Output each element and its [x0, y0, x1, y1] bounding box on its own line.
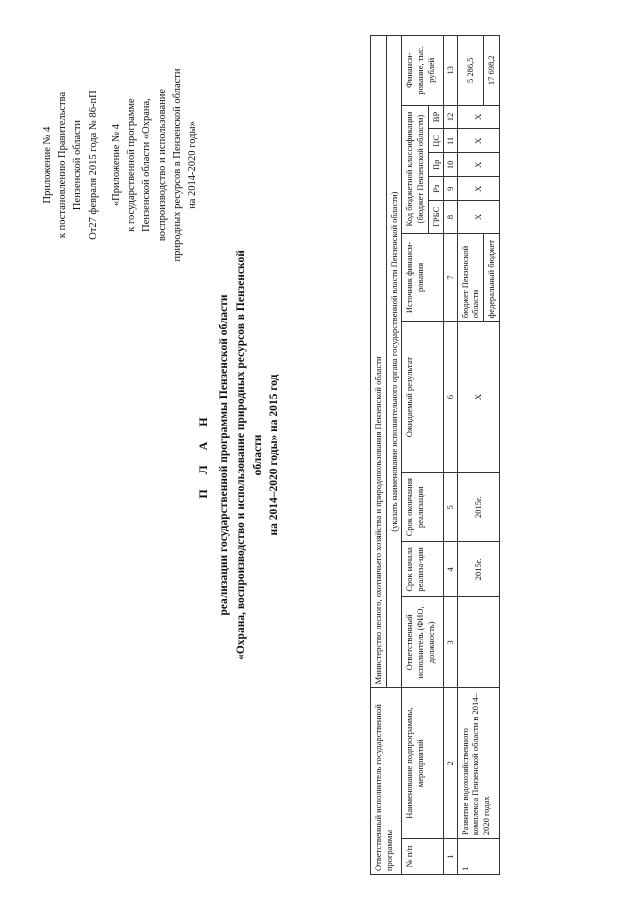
col-header-result: Ожидаемый результат	[402, 322, 444, 473]
header-row	[402, 36, 428, 875]
annex-gap	[101, 20, 109, 310]
executor-row	[371, 36, 402, 875]
column-number: 11	[444, 129, 458, 153]
column-number: 13	[444, 36, 458, 106]
executor-cell	[371, 36, 402, 688]
row-financing-federal: 17 698,2	[484, 36, 500, 106]
annex-line: Пензенской области	[72, 119, 84, 211]
row-source-federal: федеральный бюджет	[484, 233, 500, 322]
annex-line: Приложение № 4	[42, 126, 53, 204]
row-grbs: X	[457, 201, 499, 233]
row-name: Развитие водохозяйственного комплекса Пензенской области в 2014–2020 годах	[457, 688, 499, 839]
annex-line: От27 февраля 2015 года № 86-пП	[87, 90, 99, 240]
col-header-vr: ВР	[428, 105, 444, 129]
col-header-start: Срок начала реализа-ции	[402, 542, 444, 597]
col-header-kbk: Код бюджетной классификации (бюджет Пензенской области)	[402, 105, 428, 233]
column-number-row	[444, 36, 458, 875]
column-number: 5	[444, 472, 458, 541]
row-cs: X	[457, 129, 499, 153]
rotated-page	[20, 20, 620, 885]
col-header-end: Срок окончания реализации	[402, 472, 444, 541]
annex-sub-line: Пензенской области «Охрана,	[141, 98, 153, 232]
column-number: 10	[444, 153, 458, 177]
col-header-cs: ЦС	[428, 129, 444, 153]
annex-sub-line: на 2014-2020 годы»	[186, 121, 198, 209]
col-header-num: № п/п	[402, 839, 444, 875]
column-number: 9	[444, 177, 458, 201]
row-source-regional: бюджет Пензенской области	[457, 233, 483, 322]
title-line: реализации государственной программы Пензенской области	[218, 294, 231, 616]
annex-line: к постановлению Правительства	[57, 91, 69, 239]
table-row	[457, 36, 483, 875]
document-title	[195, 245, 283, 665]
row-pr: X	[457, 153, 499, 177]
column-number: 4	[444, 542, 458, 597]
col-header-name: Наименование подпрограммы, мероприятий	[402, 688, 444, 839]
row-financing-regional: 5 286,5	[457, 36, 483, 106]
col-header-responsible: Ответственный исполнитель (ФИО, должность)	[402, 597, 444, 688]
row-responsible	[457, 597, 499, 688]
col-header-grbs: ГРБС	[428, 201, 444, 233]
column-number: 3	[444, 597, 458, 688]
column-number: 2	[444, 688, 458, 839]
title-line: «Охрана, воспроизводство и использование природных ресурсов в Пензенской области	[235, 250, 264, 660]
executor-hint: (указать наименование исполнительного органа государственной власти Пензенской области)	[388, 191, 399, 532]
column-number: 1	[444, 839, 458, 875]
column-number: 12	[444, 105, 458, 129]
column-number: 8	[444, 201, 458, 233]
row-vr: X	[457, 105, 499, 129]
col-header-financing: Финанси-рование, тыс. рублей	[402, 36, 444, 106]
annex-block	[40, 20, 200, 310]
row-num: 1	[457, 839, 499, 875]
annex-sub-line: к государственной программе	[126, 98, 138, 232]
title-line: на 2014–2020 годы» на 2015 год	[268, 374, 281, 536]
col-header-source: Источник финанси-рования	[402, 233, 444, 322]
row-rz: X	[457, 177, 499, 201]
column-number: 7	[444, 233, 458, 322]
annex-sub-line: природных ресурсов в Пензенской области	[171, 68, 183, 262]
col-header-rz: Рз	[428, 177, 444, 201]
row-result: X	[457, 322, 499, 473]
annex-sub-line: «Приложение № 4	[110, 123, 122, 207]
plan-heading: П Л А Н	[196, 411, 210, 499]
row-start: 2015г.	[457, 542, 499, 597]
executor-label: Ответственный исполнитель государственной программы	[371, 688, 402, 875]
column-number: 6	[444, 322, 458, 473]
col-header-pr: Пр	[428, 153, 444, 177]
executor-value: Министерство лесного, охотничьего хозяйства и природопользования Пензенской области	[371, 36, 387, 687]
row-end: 2015г.	[457, 472, 499, 541]
annex-sub-line: воспроизводство и использование	[156, 88, 168, 242]
plan-table	[370, 35, 500, 875]
